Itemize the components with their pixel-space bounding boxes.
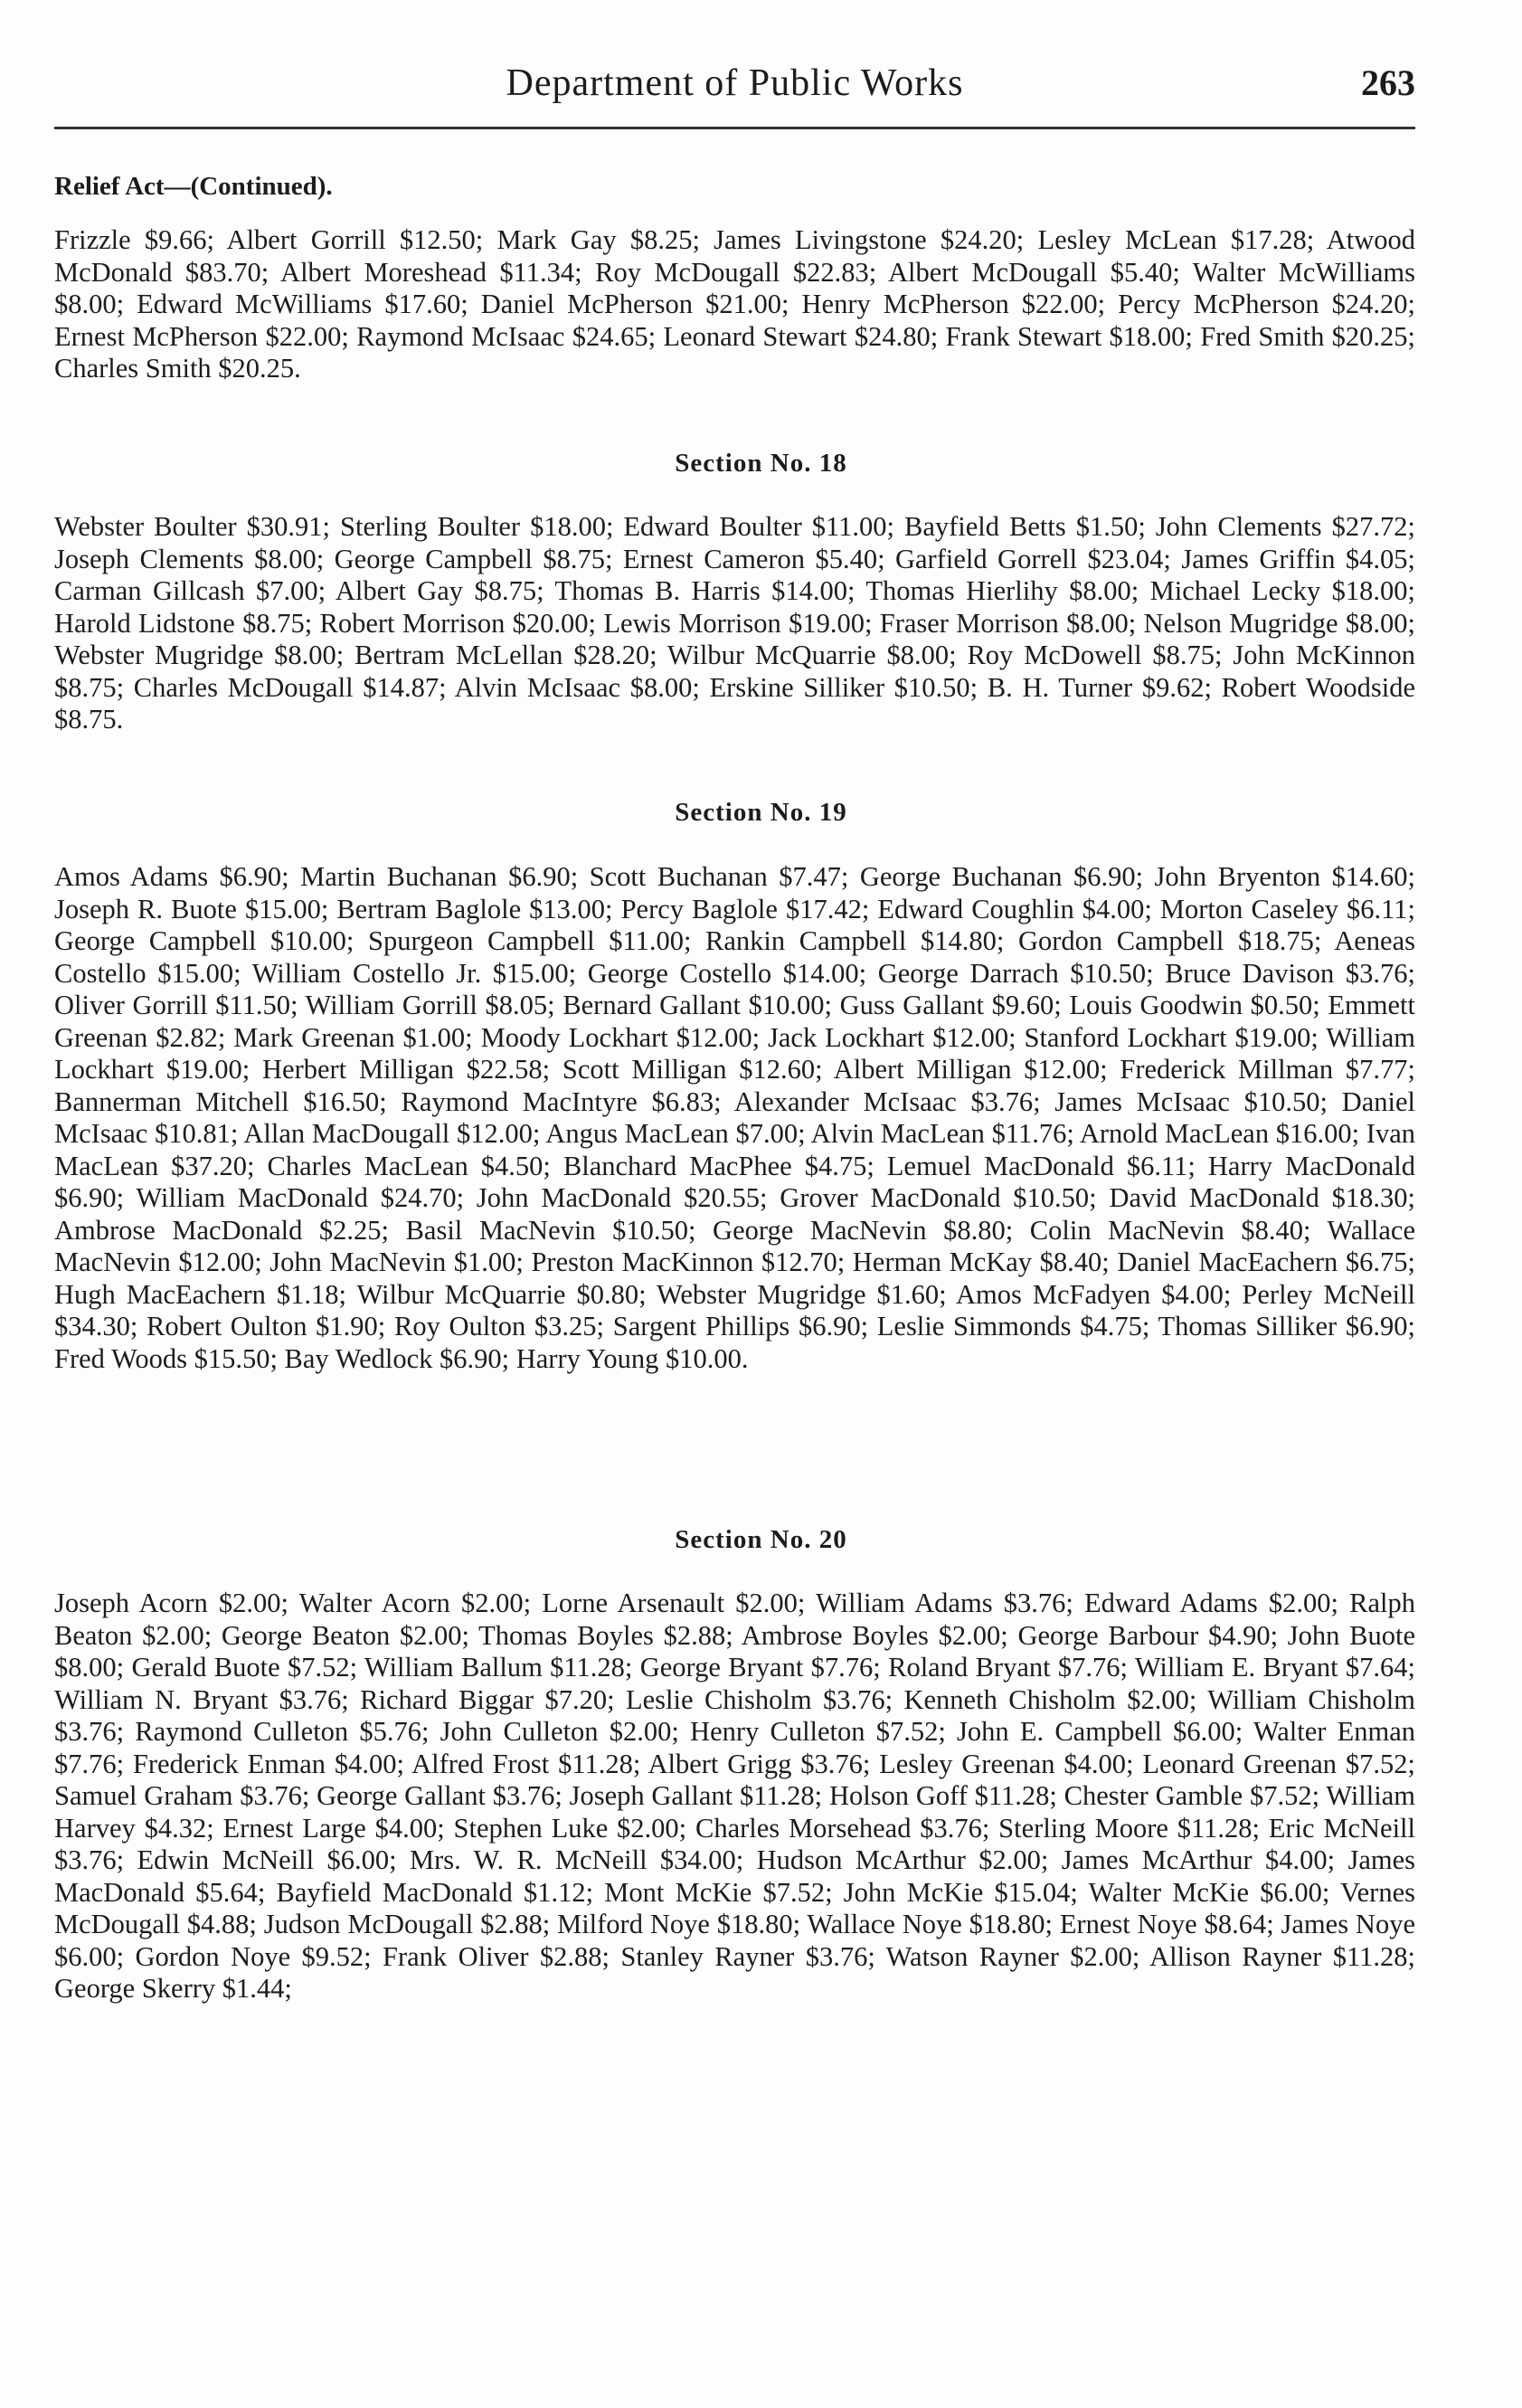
running-head — [54, 54, 1415, 129]
page-title: Department of Public Works — [506, 62, 964, 104]
page-number: 263 — [1361, 62, 1415, 103]
section-heading-20: Section No. 20 — [675, 1525, 847, 1554]
section-19-list: Amos Adams $6.90; Martin Buchanan $6.90; Scott Buchanan $7.47; George Buchanan $6.90; John Bryenton $14.60; Joseph R. Buote $15.00; Bertram Baglole $13.00; Percy Baglole $17.42; Edward Coughlin $4.00; Morton Caseley $6.11; George Campbell $10.00; Spurgeon Campbell $11.00; Rankin Campbell $14.80; Gordon Campbell $18.75; Aeneas Costello $15.00; William Costello Jr. $15.00; George Costello $14.00; George Darrach $10.50; Bruce Davison $3.76; Oliver Gorrill $11.50; William Gorrill $8.05; Bernard Gallant $10.00; Guss Gallant $9.60; Louis Goodwin $0.50; Emmett Greenan $2.82; Mark Greenan $1.00; Moody Lockhart $12.00; Jack Lockhart $12.00; Stanford Lockhart $19.00; William Lockhart $19.00; Herbert Milligan $22.58; Scott Milligan $12.60; Albert Milligan $12.00; Frederick Millman $7.77; Bannerman Mitchell $16.50; Raymond MacIntyre $6.83; Alexander McIsaac $3.76; James McIsaac $10.50; Daniel McIsaac $10.81; Allan MacDougall $12.00; Angus MacLean $7.00; Alvin MacLean $11.76; Arnold MacLean $16.00; Ivan MacLean $37.20; Charles MacLean $4.50; Blanchard MacPhee $4.75; Lemuel MacDonald $6.11; Harry MacDonald $6.90; William MacDonald $24.70; John MacDonald $20.55; Grover MacDonald $10.50; David MacDonald $18.30; Ambrose MacDonald $2.25; Basil MacNevin $10.50; George MacNevin $8.80; Colin MacNevin $8.40; Wallace MacNevin $12.00; John MacNevin $1.00; Preston MacKinnon $12.70; Herman McKay $8.40; Daniel MacEachern $6.75; Hugh MacEachern $1.18; Wilbur McQuarrie $0.80; Webster Mugridge $1.60; Amos McFadyen $4.00; Perley McNeill $34.30; Robert Oulton $1.90; Roy Oulton $3.25; Sargent Phillips $6.90; Leslie Simmonds $4.75; Thomas Silliker $6.90; Fred Woods $15.50; Bay Wedlock $6.90; Harry Young $10.00. — [54, 861, 1415, 1374]
section-heading-18: Section No. 18 — [675, 449, 847, 478]
section-18-list: Webster Boulter $30.91; Sterling Boulter $18.00; Edward Boulter $11.00; Bayfield Betts $1.50; John Clements $27.72; Joseph Clements $8.00; George Campbell $8.75; Ernest Cameron $5.40; Garfield Gorrell $23.04; James Griffin $4.05; Carman Gillcash $7.00; Albert Gay $8.75; Thomas B. Harris $14.00; Thomas Hierlihy $8.00; Michael Lecky $18.00; Harold Lidstone $8.75; Robert Morrison $20.00; Lewis Morrison $19.00; Fraser Morrison $8.00; Nelson Mugridge $8.00; Webster Mugridge $8.00; Bertram McLellan $28.20; Wilbur McQuarrie $8.00; Roy McDowell $8.75; John McKinnon $8.75; Charles McDougall $14.87; Alvin McIsaac $8.00; Erskine Silliker $10.50; B. H. Turner $9.62; Robert Woodside $8.75. — [54, 511, 1415, 735]
section-heading-19: Section No. 19 — [675, 798, 847, 827]
continued-heading: Relief Act—(Continued). — [54, 172, 333, 201]
section-20-list: Joseph Acorn $2.00; Walter Acorn $2.00; Lorne Arsenault $2.00; William Adams $3.76; Edward Adams $2.00; Ralph Beaton $2.00; George Beaton $2.00; Thomas Boyles $2.88; Ambrose Boyles $2.00; George Barbour $4.90; John Buote $8.00; Gerald Buote $7.52; William Ballum $11.28; George Bryant $7.76; Roland Bryant $7.76; William E. Bryant $7.64; William N. Bryant $3.76; Richard Biggar $7.20; Leslie Chisholm $3.76; Kenneth Chisholm $2.00; William Chisholm $3.76; Raymond Culleton $5.76; John Culleton $2.00; Henry Culleton $7.52; John E. Campbell $6.00; Walter Enman $7.76; Frederick Enman $4.00; Alfred Frost $11.28; Albert Grigg $3.76; Lesley Greenan $4.00; Leonard Greenan $7.52; Samuel Graham $3.76; George Gallant $3.76; Joseph Gallant $11.28; Holson Goff $11.28; Chester Gamble $7.52; William Harvey $4.32; Ernest Large $4.00; Stephen Luke $2.00; Charles Morsehead $3.76; Sterling Moore $11.28; Eric McNeill $3.76; Edwin McNeill $6.00; Mrs. W. R. McNeill $34.00; Hudson McArthur $2.00; James McArthur $4.00; James MacDonald $5.64; Bayfield MacDonald $1.12; Mont McKie $7.52; John McKie $15.04; Walter McKie $6.00; Vernes McDougall $4.88; Judson McDougall $2.88; Milford Noye $18.80; Wallace Noye $18.80; Ernest Noye $8.64; James Noye $6.00; Gordon Noye $9.52; Frank Oliver $2.88; Stanley Rayner $3.76; Watson Rayner $2.00; Allison Rayner $11.28; George Skerry $1.44; — [54, 1588, 1415, 2004]
relief-list-continued: Frizzle $9.66; Albert Gorrill $12.50; Mark Gay $8.25; James Livingstone $24.20; Lesley McLean $17.28; Atwood McDonald $83.70; Albert Moreshead $11.34; Roy McDougall $22.83; Albert McDougall $5.40; Walter McWilliams $8.00; Edward McWilliams $17.60; Daniel McPherson $21.00; Henry McPherson $22.00; Percy McPherson $24.20; Ernest McPherson $22.00; Raymond McIsaac $24.65; Leonard Stewart $24.80; Frank Stewart $18.00; Fred Smith $20.25; Charles Smith $20.25. — [54, 224, 1415, 384]
